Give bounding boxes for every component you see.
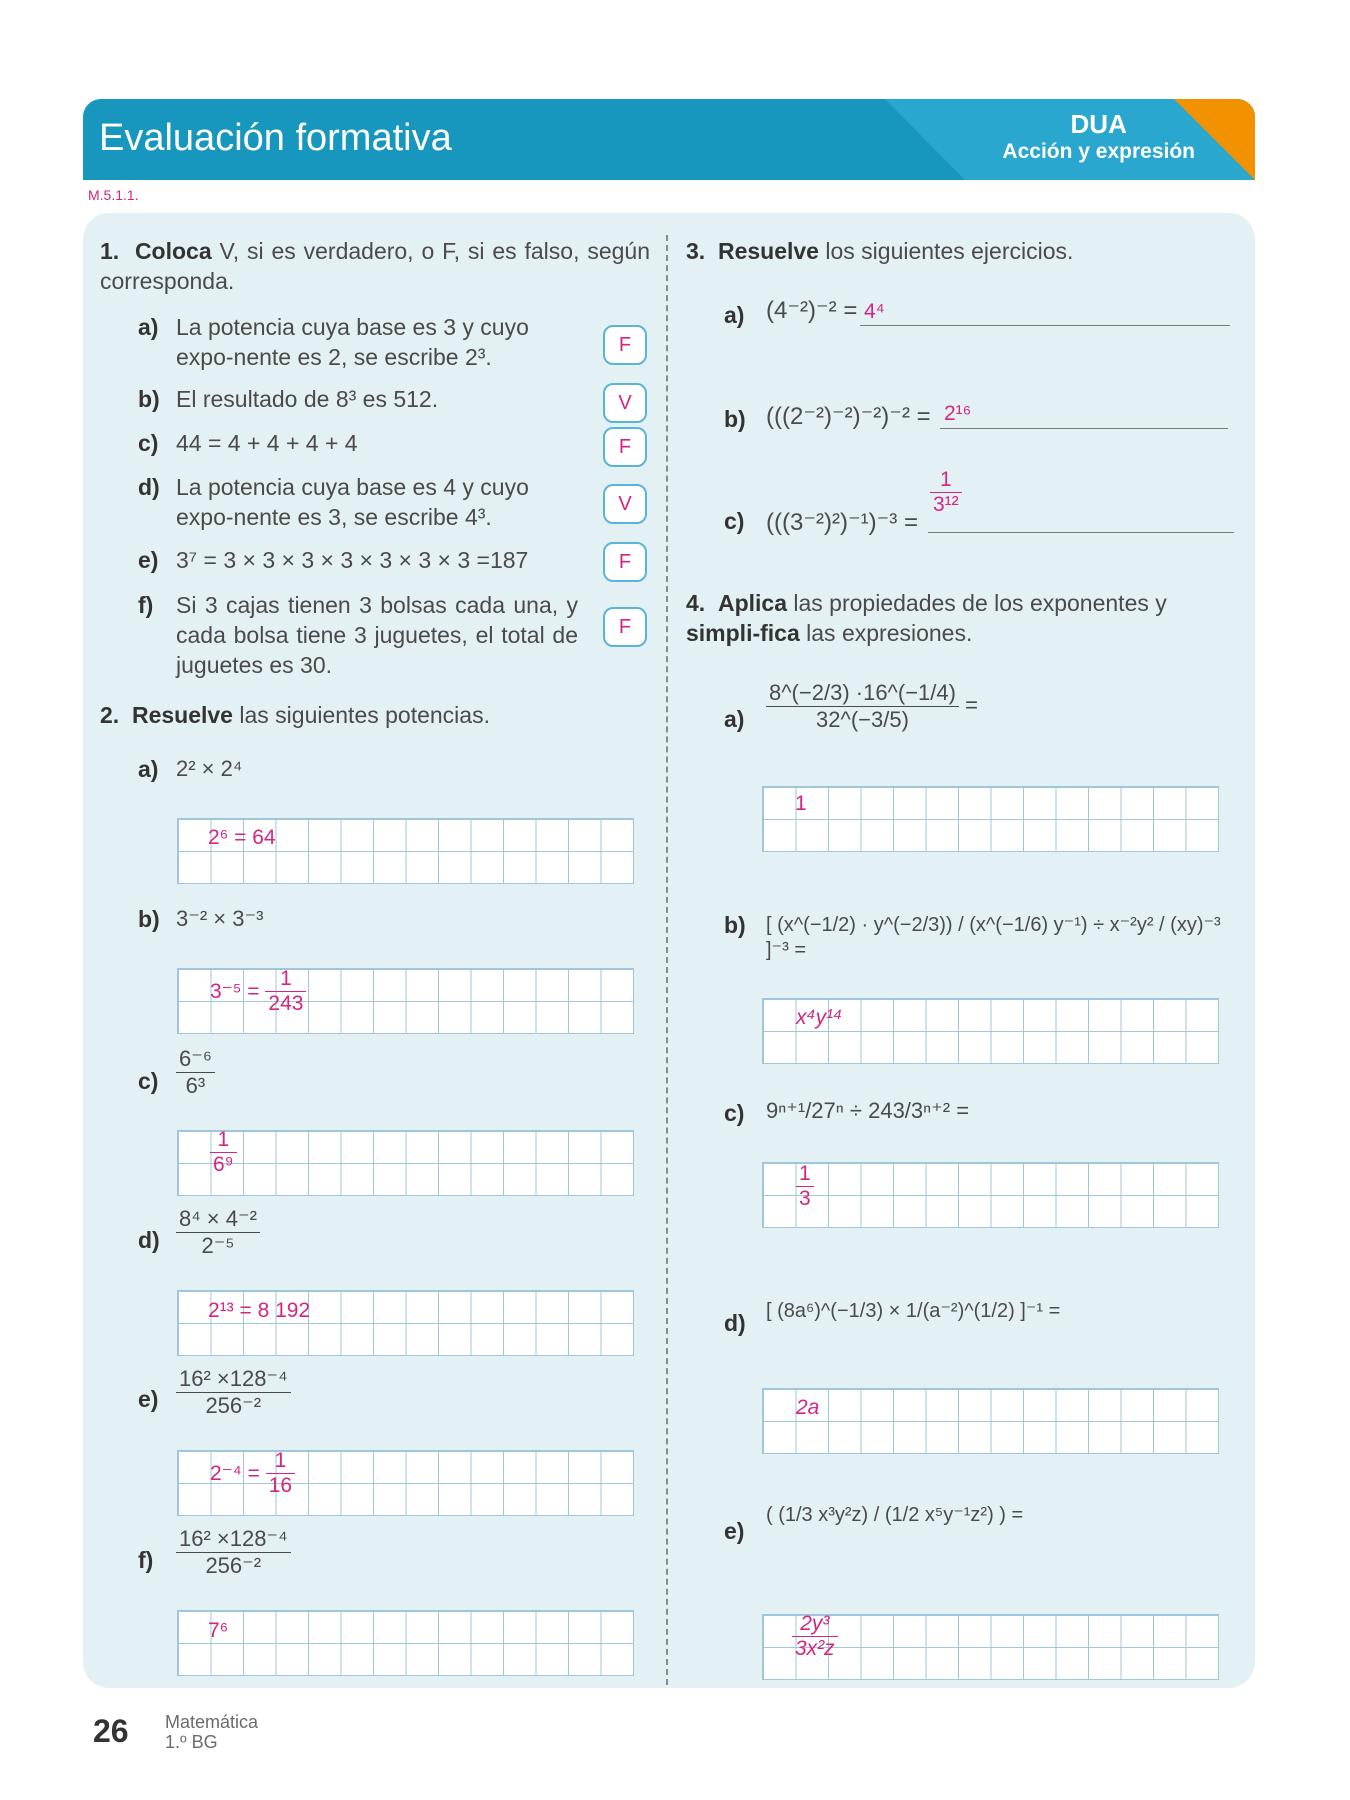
dua-badge bbox=[1002, 109, 1195, 165]
q2d-num: 8⁴ × 4⁻² bbox=[176, 1206, 260, 1233]
q4c-answer-grid[interactable] bbox=[762, 1162, 1219, 1228]
q2f-label: f) bbox=[138, 1547, 154, 1573]
column-divider bbox=[666, 235, 668, 1685]
q4c-expression: 9ⁿ⁺¹/27ⁿ ÷ 243/3ⁿ⁺² = bbox=[766, 1098, 970, 1123]
q4d-label: d) bbox=[724, 1310, 746, 1336]
q3c-expression: (((3⁻²)²)⁻¹)⁻³ = bbox=[766, 509, 918, 536]
q4c-label: c) bbox=[724, 1100, 745, 1126]
q4-text1: las propiedades de los exponentes y bbox=[787, 590, 1167, 616]
q2c-answer-num: 1 bbox=[210, 1128, 237, 1153]
q2b-label: b) bbox=[138, 906, 160, 932]
skill-code: M.5.1.1. bbox=[88, 187, 139, 203]
q4a-equals: = bbox=[965, 692, 978, 718]
q3b-expression: (((2⁻²)⁻²)⁻²)⁻² = bbox=[766, 403, 931, 430]
q2c-den: 6³ bbox=[185, 1073, 206, 1098]
q2b-expression: 3⁻² × 3⁻³ bbox=[176, 906, 264, 931]
q2c-answer bbox=[210, 1128, 237, 1177]
q4e-expression: ( (1/3 x³y²z) / (1/2 x⁵y⁻¹z²) ) = bbox=[766, 1504, 1024, 1526]
q2e-expression bbox=[176, 1366, 291, 1419]
q3-verb: Resuelve bbox=[717, 238, 819, 264]
q1d-answer-box[interactable]: V bbox=[603, 484, 647, 524]
q2f-answer: 7⁶ bbox=[208, 1619, 229, 1642]
q2e-answer-lhs: 2⁻⁴ = bbox=[210, 1462, 260, 1485]
q4-text2: las expresiones. bbox=[799, 620, 973, 646]
q4e-label: e) bbox=[724, 1518, 745, 1544]
q4b-expression: [ (x^(−1/2) · y^(−2/3)) / (x^(−1/6) y⁻¹) ÷ x⁻²y² / (xy)⁻³ ]⁻³ = bbox=[766, 914, 1221, 961]
q2c-num: 6⁻⁶ bbox=[176, 1046, 215, 1073]
q2e-answer bbox=[210, 1449, 295, 1498]
q1-verb: Coloca bbox=[134, 238, 212, 264]
q3c-answer bbox=[930, 468, 962, 517]
q4a-answer: 1 bbox=[795, 792, 807, 815]
q3c-answer-num: 1 bbox=[930, 468, 962, 493]
q2a-answer: 2⁶ = 64 bbox=[208, 826, 276, 849]
q1c-answer-box[interactable]: F bbox=[603, 427, 647, 467]
q4c-answer bbox=[796, 1162, 814, 1211]
q3c-answer-line[interactable] bbox=[928, 532, 1234, 533]
q2-verb: Resuelve bbox=[131, 702, 233, 728]
q1f-answer-box[interactable]: F bbox=[603, 607, 647, 647]
q3c-label: c) bbox=[724, 508, 745, 534]
footer-subject bbox=[165, 1712, 258, 1752]
q3a-answer: 4⁴ bbox=[864, 300, 885, 323]
q4-number: 4. bbox=[686, 590, 706, 616]
section-header bbox=[83, 99, 1255, 180]
page-title: Evaluación formativa bbox=[99, 117, 452, 159]
q3-number: 3. bbox=[686, 238, 706, 264]
q1-statement bbox=[100, 236, 650, 296]
q2e-den: 256⁻² bbox=[205, 1393, 262, 1418]
q4a-den: 32^(−3/5) bbox=[816, 707, 909, 732]
q1b-text: El resultado de 8³ es 512. bbox=[176, 386, 439, 412]
q4-verb2: simpli-fica bbox=[686, 620, 800, 646]
q3a-label: a) bbox=[724, 302, 745, 328]
q1a-answer-box[interactable]: F bbox=[603, 325, 647, 365]
q4e-answer bbox=[792, 1612, 838, 1661]
q1f-label: f) bbox=[138, 592, 154, 618]
q2b-answer bbox=[210, 967, 306, 1016]
q2a-expression: 2² × 2⁴ bbox=[176, 756, 243, 781]
q4c-answer-num: 1 bbox=[796, 1162, 814, 1187]
q2b-answer-num: 1 bbox=[265, 967, 306, 992]
q1e-answer-box[interactable]: F bbox=[603, 542, 647, 582]
q4e-answer-den: 3x²z bbox=[795, 1637, 835, 1660]
q2e-answer-den: 16 bbox=[268, 1474, 293, 1497]
q2c-expression bbox=[176, 1046, 215, 1099]
q3b-answer-line[interactable] bbox=[940, 428, 1228, 429]
q1f-text: Si 3 cajas tienen 3 bolsas cada una, y cada bolsa tiene 3 juguetes, el total de juguetes es 30. bbox=[176, 592, 578, 678]
q4a-label: a) bbox=[724, 706, 745, 732]
q2d-label: d) bbox=[138, 1227, 160, 1253]
q4a-num: 8^(−2/3) ·16^(−1/4) bbox=[766, 680, 959, 707]
q2-number: 2. bbox=[100, 702, 120, 728]
dua-label: DUA bbox=[1070, 109, 1127, 139]
q2c-answer-den: 6⁹ bbox=[213, 1153, 234, 1176]
course-level: 1.º BG bbox=[165, 1732, 218, 1752]
q1d-text: La potencia cuya base es 4 y cuyo expo-nente es 3, se escribe 4³. bbox=[176, 474, 529, 530]
q2-text: las siguientes potencias. bbox=[232, 702, 490, 728]
q2b-answer-fraction bbox=[265, 967, 306, 1016]
subject-name: Matemática bbox=[165, 1712, 259, 1732]
q2f-num: 16² ×128⁻⁴ bbox=[176, 1526, 291, 1553]
q4b-answer: x⁴y¹⁴ bbox=[796, 1006, 843, 1029]
q4c-answer-den: 3 bbox=[799, 1187, 811, 1210]
q3b-answer: 2¹⁶ bbox=[944, 402, 972, 425]
q3-text: los siguientes ejercicios. bbox=[818, 238, 1074, 264]
q4a-expression bbox=[766, 680, 978, 733]
q2c-label: c) bbox=[138, 1068, 159, 1094]
q2c-answer-grid[interactable] bbox=[177, 1130, 634, 1196]
q3b-label: b) bbox=[724, 406, 746, 432]
q2f-expression bbox=[176, 1526, 291, 1579]
q4-verb: Aplica bbox=[717, 590, 787, 616]
q2f-den: 256⁻² bbox=[205, 1553, 262, 1578]
q1d-label: d) bbox=[138, 474, 160, 500]
dua-subtitle: Acción y expresión bbox=[1002, 140, 1195, 163]
q2-statement bbox=[100, 700, 650, 730]
q3-statement bbox=[686, 236, 1236, 266]
q4e-answer-num: 2y³ bbox=[792, 1612, 838, 1637]
q1a-label: a) bbox=[138, 314, 159, 340]
q3a-expression: (4⁻²)⁻² = bbox=[766, 297, 858, 324]
q2b-answer-den: 243 bbox=[268, 992, 304, 1015]
q4d-expression: [ (8a⁶)^(−1/3) × 1/(a⁻²)^(1/2) ]⁻¹ = bbox=[766, 1300, 1061, 1322]
q4d-answer-grid[interactable] bbox=[762, 1388, 1219, 1454]
q1a-text: La potencia cuya base es 3 y cuyo expo-nente es 2, se escribe 2³. bbox=[176, 314, 529, 370]
q1-text: V, si es verdadero, o F, si es falso, según corresponda. bbox=[100, 238, 651, 294]
page-number: 26 bbox=[93, 1713, 129, 1749]
q1b-label: b) bbox=[138, 386, 160, 412]
q1e-label: e) bbox=[138, 547, 159, 573]
q1-number: 1. bbox=[100, 238, 120, 264]
q2e-num: 16² ×128⁻⁴ bbox=[176, 1366, 291, 1393]
q2d-answer: 2¹³ = 8 192 bbox=[208, 1299, 311, 1322]
q4b-label: b) bbox=[724, 912, 746, 938]
q4a-answer-grid[interactable] bbox=[762, 786, 1219, 852]
q4-statement bbox=[686, 588, 1238, 648]
q1b-answer-box[interactable]: V bbox=[603, 383, 647, 423]
q1c-label: c) bbox=[138, 430, 159, 456]
q2d-expression bbox=[176, 1206, 260, 1259]
q2d-den: 2⁻⁵ bbox=[201, 1233, 235, 1258]
q2b-answer-lhs: 3⁻⁵ = bbox=[210, 980, 260, 1003]
q1c-text: 44 = 4 + 4 + 4 + 4 bbox=[176, 430, 358, 456]
q4d-answer: 2a bbox=[796, 1396, 820, 1419]
q3a-answer-line[interactable] bbox=[860, 325, 1230, 326]
q2a-label: a) bbox=[138, 756, 159, 782]
q2f-answer-grid[interactable] bbox=[177, 1610, 634, 1676]
q2e-answer-num: 1 bbox=[266, 1449, 295, 1474]
q1e-text: 3⁷ = 3 × 3 × 3 × 3 × 3 × 3 × 3 =187 bbox=[176, 547, 529, 573]
q2e-label: e) bbox=[138, 1386, 159, 1412]
q3c-answer-den: 3¹² bbox=[933, 493, 959, 516]
